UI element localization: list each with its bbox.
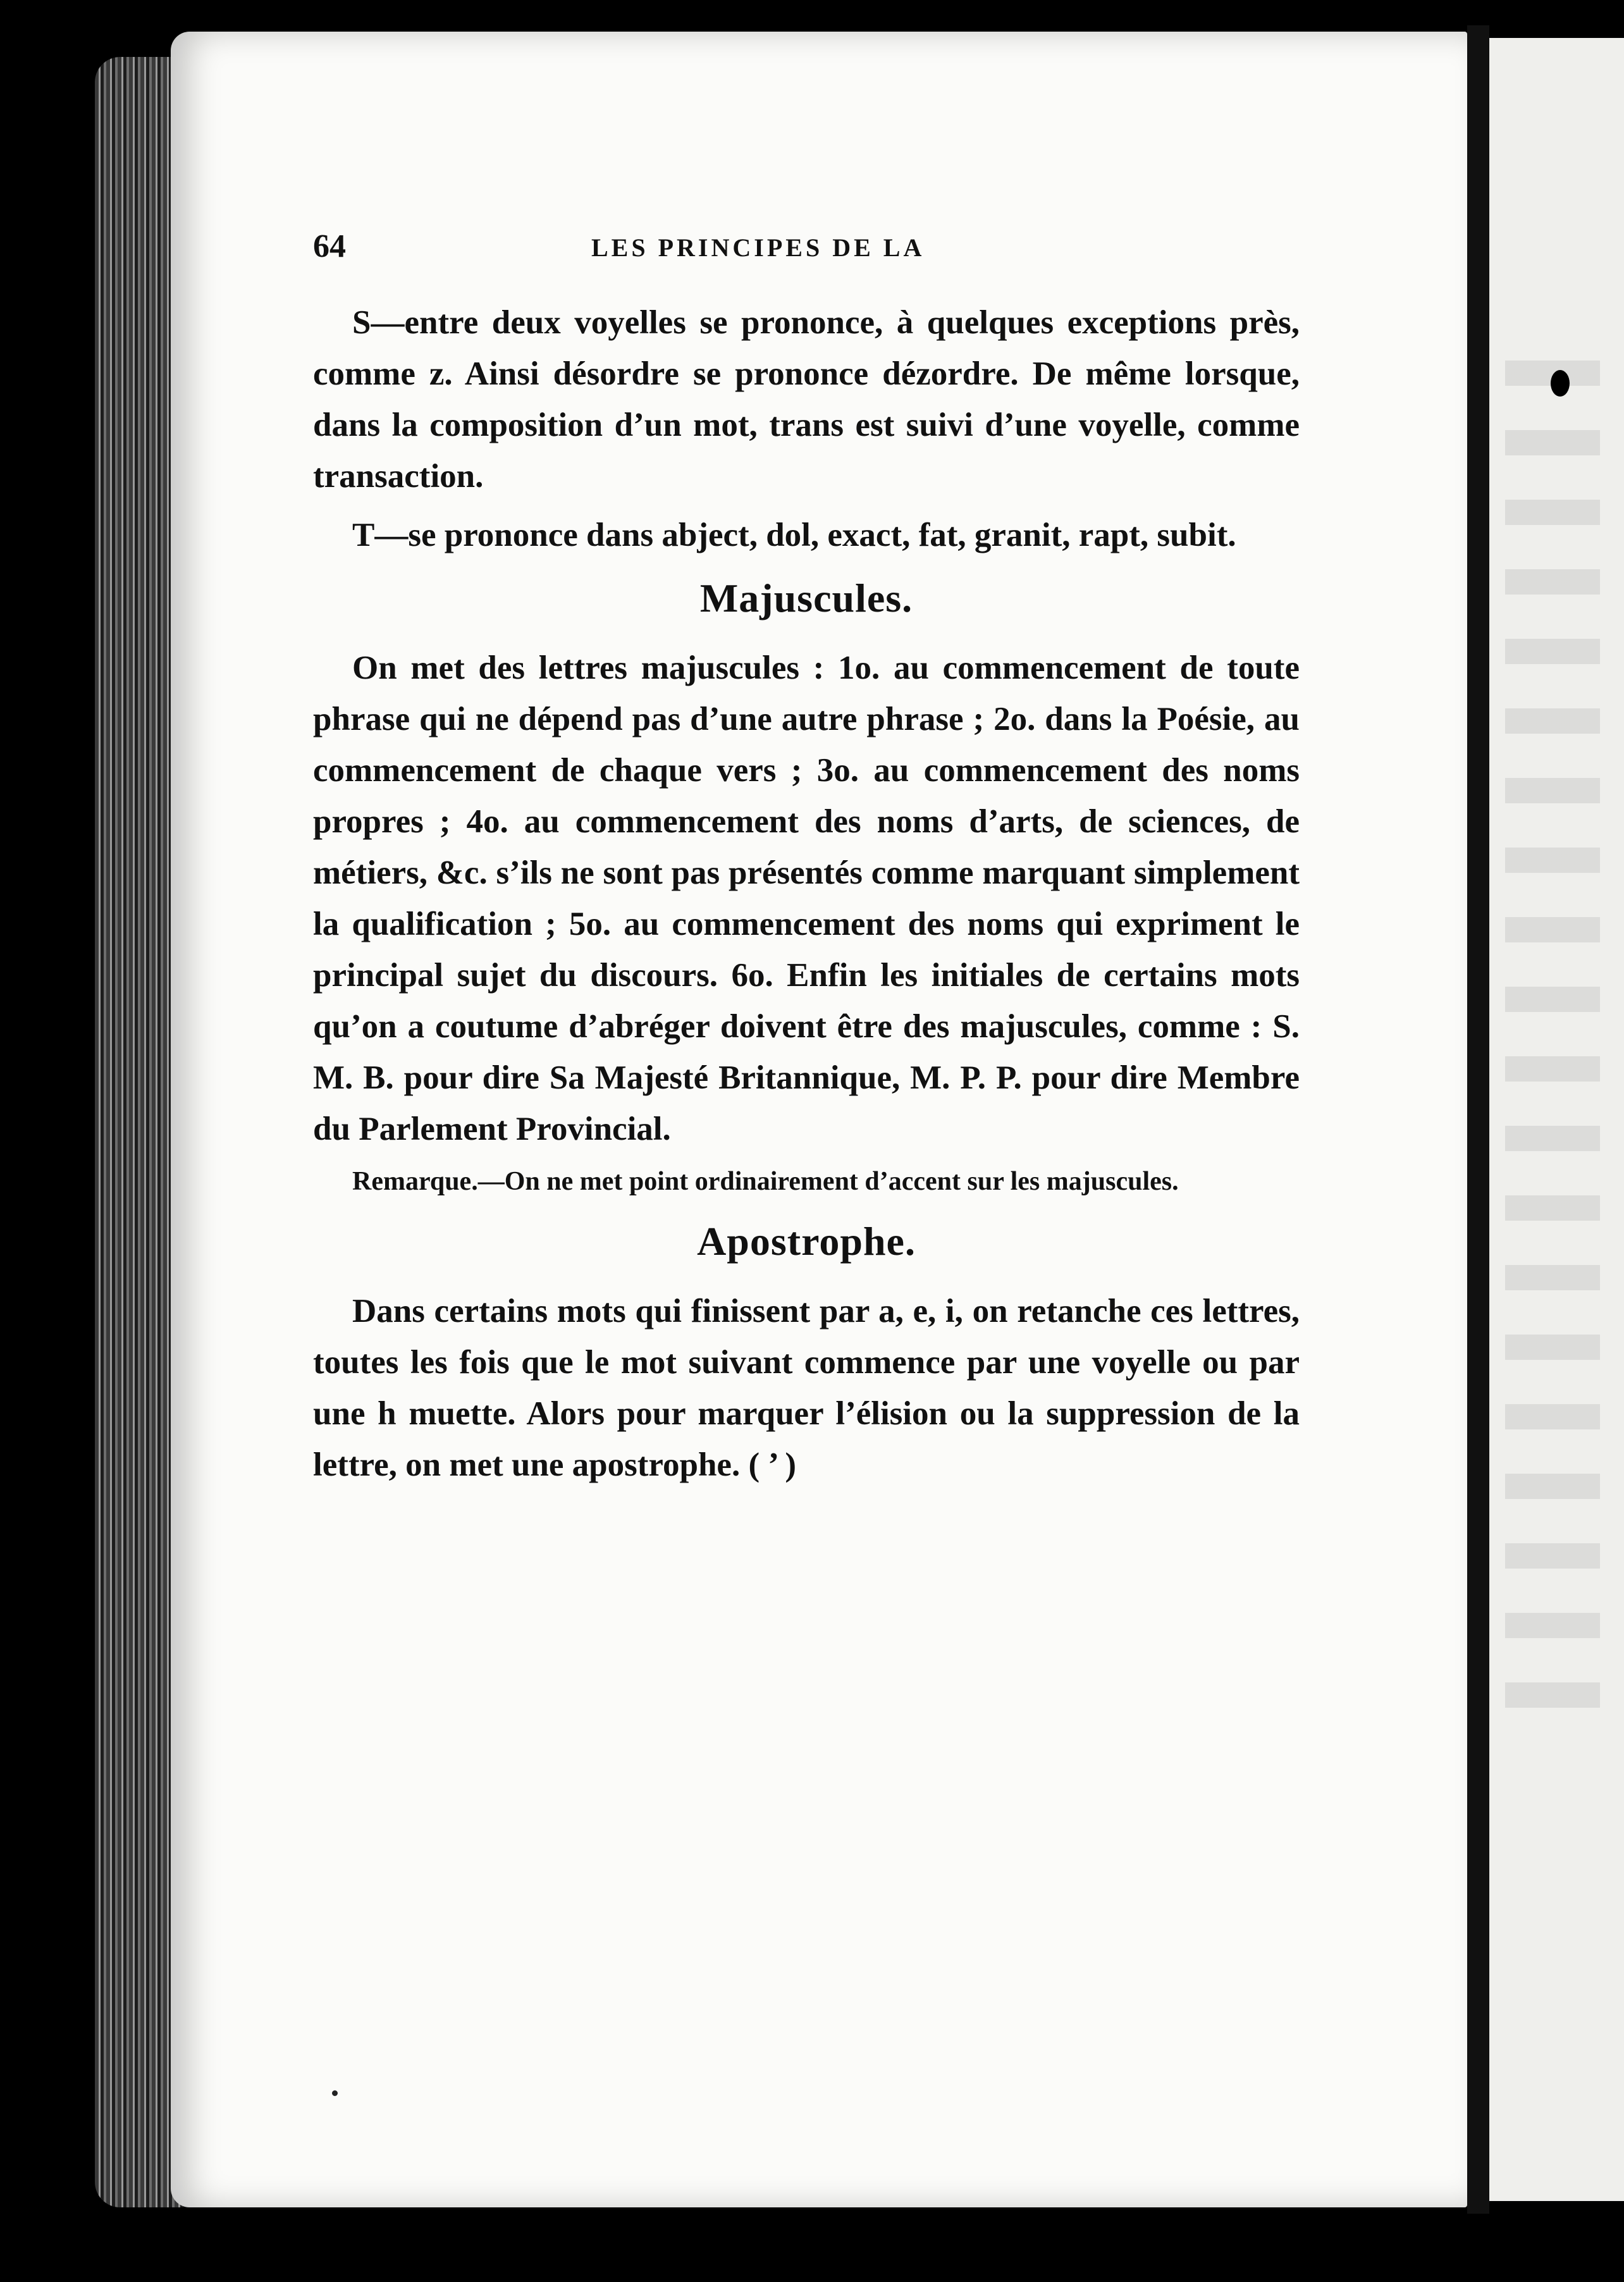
paragraph-majuscules: On met des lettres majuscules : 1o. au commencement de toute phrase qui ne dépend pas d’une autre phrase ; 2o. dans la Poésie, au commencement de chaque vers ; 3o. au commencement des noms propres ; 4o. au commencement des noms d’arts, de sciences, de métiers, &c. s’ils ne sont pas présentés comme marquant simplement la qualification ; 5o. au commencement des noms qui expriment le principal sujet du discours. 6o. Enfin les initiales de certains mots qu’on a coutume d’abréger doivent être des majuscules, comme : S. M. B. pour dire Sa Majesté Britannique, M. P. P. pour dire Membre du Parlement Provincial. <box>313 650 1300 1147</box>
page-content <box>313 297 1300 1498</box>
section-title-majuscules: Majuscules. <box>699 576 913 620</box>
paragraph-apostrophe: Dans certains mots qui finissent par a, e, i, on retanche ces lettres, toutes les fois que le mot suivant commence par une voyelle ou par une h muette. Alors pour marquer l’élision ou la suppression de la lettre, on met une apostrophe. ( ’ ) <box>313 1293 1300 1483</box>
ink-blot <box>1551 370 1570 397</box>
paragraph-s-rule: S—entre deux voyelles se prononce, à quelques exceptions près, comme z. Ainsi désordre se prononce dézordre. De même lorsque, dans la composition d’un mot, trans est suivi d’une voyelle, comme transaction. <box>313 304 1300 495</box>
page-number: 64 <box>313 228 346 264</box>
ink-dot <box>332 2090 338 2096</box>
bleed-through-text <box>1505 316 1600 1708</box>
running-title: LES PRINCIPES DE LA <box>591 233 925 262</box>
book-page-edges <box>95 57 183 2207</box>
book-gutter <box>1467 25 1489 2214</box>
page-header <box>313 228 1300 278</box>
section-title-apostrophe: Apostrophe. <box>697 1219 916 1264</box>
remark-note: Remarque.—On ne met point ordinairement d’accent sur les majuscules. <box>352 1167 1179 1196</box>
paragraph-t-rule: T—se prononce dans abject, dol, exact, fat, granit, rapt, subit. <box>352 517 1236 553</box>
